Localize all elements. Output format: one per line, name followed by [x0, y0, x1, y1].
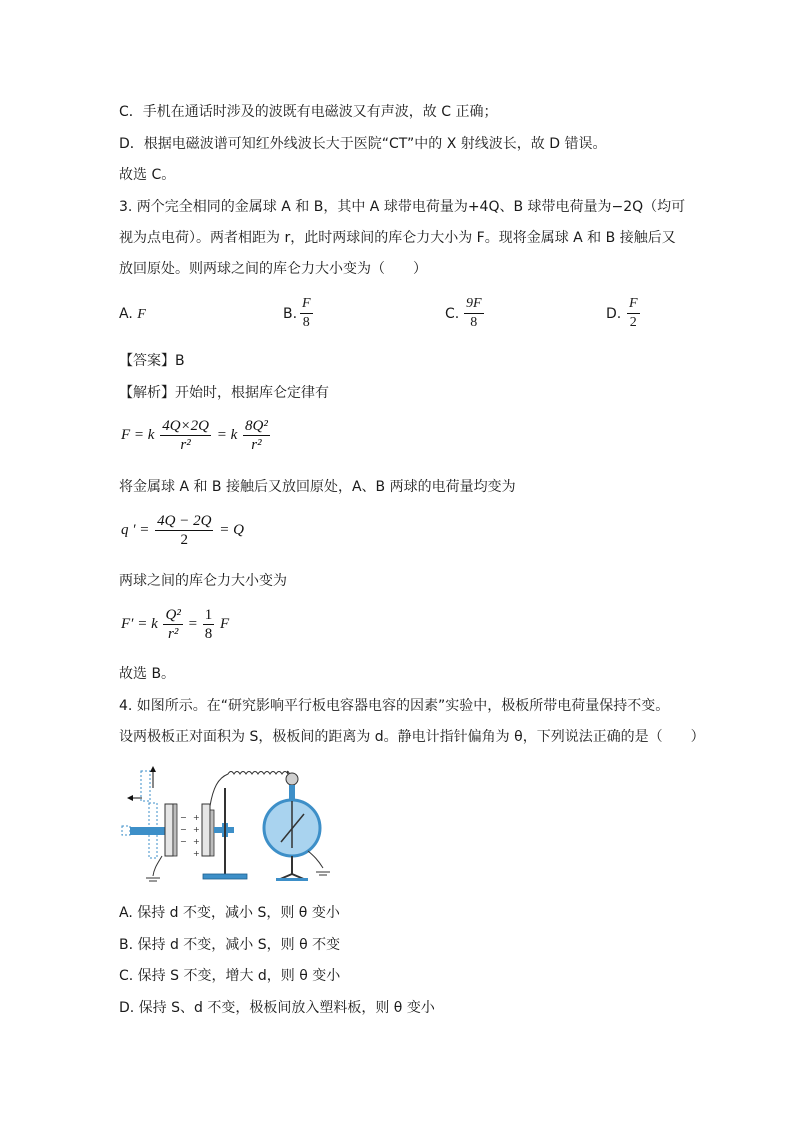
coiled-wire	[210, 771, 291, 806]
minus-sign-3: −	[180, 837, 187, 846]
force-becomes-line: 两球之间的库仑力大小变为	[119, 573, 287, 589]
q3-option-b-label: B.	[283, 306, 298, 322]
q3-option-d-num: F	[627, 295, 640, 314]
eq1-frac1-num: 4Q×2Q	[162, 418, 209, 434]
eq3-fraction-2	[203, 606, 215, 643]
q3-option-d-label: D.	[606, 306, 622, 322]
q3-option-a	[119, 306, 146, 323]
choose-b-line: 故选 B。	[119, 666, 176, 682]
q4-option-c: C. 保持 S 不变，增大 d，则 θ 变小	[119, 968, 341, 984]
q3-line-2: 视为点电荷）。两者相距为 r，此时两球间的库仑力大小为 F。现将金属球 A 和 B 接触后又	[119, 230, 676, 246]
eq2-num: 4Q − 2Q	[157, 513, 212, 529]
dashed-plate-up	[141, 771, 150, 801]
right-plate-side	[210, 810, 214, 856]
eq1-mid: = k	[216, 426, 238, 443]
q4-line-2: 设两极板正对面积为 S，极板间的距离为 d。静电计指针偏角为 θ，下列说法正确的是（ ）	[119, 729, 705, 745]
arrow-up-icon	[150, 766, 156, 772]
right-ground-wire	[308, 851, 323, 868]
eq2-fraction	[155, 512, 213, 549]
eq2-lhs: q ′ =	[121, 521, 150, 538]
answer-line: 【答案】B	[119, 353, 185, 369]
eq3-rhs: F	[220, 615, 230, 632]
eq1-fraction-2	[243, 417, 270, 454]
eq3-mid: =	[188, 615, 198, 632]
q3-option-a-value: F	[137, 307, 146, 322]
eq1-frac1-den: r²	[180, 437, 191, 453]
eq2-rhs: = Q	[219, 521, 244, 538]
eq3-frac1-den: r²	[167, 626, 179, 642]
q3-line-3: 放回原处。则两球之间的库仑力大小变为（ ）	[119, 261, 427, 277]
plus-sign-1: +	[193, 813, 200, 822]
plus-sign-2: +	[193, 825, 200, 834]
q4-option-d: D. 保持 S、d 不变，极板间放入塑料板，则 θ 变小	[119, 1000, 435, 1016]
q3-option-b-fraction	[300, 295, 313, 332]
electroscope-knob	[286, 773, 298, 785]
eq1-fraction-1	[160, 417, 211, 454]
q3-line-1: 3. 两个完全相同的金属球 A 和 B，其中 A 球带电荷量为+4Q、B 球带电荷量为−2Q（均可	[119, 199, 686, 215]
equation-coulomb-final	[121, 606, 229, 643]
eq3-lhs: F′ = k	[121, 615, 158, 632]
q3-option-d-fraction	[627, 295, 640, 332]
q3-option-c-den: 8	[470, 315, 478, 330]
text-d-option: D．根据电磁波谱可知红外线波长大于医院“CT”中的 X 射线波长，故 D 错误。	[119, 136, 607, 152]
eq2-den: 2	[180, 532, 189, 548]
q3-option-b-num: F	[300, 295, 313, 314]
q4-line-1: 4. 如图所示。在“研究影响平行板电容器电容的因素”实验中，极板所带电荷量保持不变。	[119, 698, 670, 714]
eq3-frac1-num: Q²	[165, 607, 181, 623]
after-contact-line: 将金属球 A 和 B 接触后又放回原处，A、B 两球的电荷量均变为	[119, 479, 516, 495]
plus-sign-3: +	[193, 837, 200, 846]
right-plate	[202, 804, 210, 856]
eq3-frac2-num: 1	[204, 607, 213, 623]
equation-coulomb-initial	[121, 417, 272, 454]
analysis-line: 【解析】开始时，根据库仑定律有	[119, 385, 329, 401]
eq3-fraction-1	[163, 606, 182, 643]
q3-option-b-den: 8	[302, 315, 310, 330]
q3-option-c-label: C.	[445, 306, 460, 322]
minus-sign-2: −	[180, 825, 187, 834]
dashed-rod-end	[122, 826, 130, 835]
q3-option-a-label: A.	[119, 306, 138, 322]
left-insulating-rod	[130, 827, 165, 835]
text-choose-c: 故选 C。	[119, 167, 176, 183]
arrow-left-icon	[127, 795, 133, 801]
left-plate-side	[173, 804, 177, 856]
q4-option-b: B. 保持 d 不变，减小 S，则 θ 不变	[119, 937, 341, 953]
equation-charge-after	[121, 512, 244, 549]
q3-option-d-den: 2	[629, 315, 637, 330]
eq1-frac2-num: 8Q²	[245, 418, 268, 434]
stand-base	[203, 874, 247, 879]
eq1-lhs: F = k	[121, 426, 155, 443]
q3-option-c-fraction	[464, 295, 484, 332]
q3-option-c-num: 9F	[464, 295, 484, 314]
minus-sign-1: −	[180, 813, 187, 822]
text-c-option: C．手机在通话时涉及的波既有电磁波又有声波，故 C 正确；	[119, 104, 498, 120]
left-ground-wire	[153, 856, 162, 876]
eq3-frac2-den: 8	[204, 626, 213, 642]
capacitor-experiment-figure	[118, 748, 338, 890]
electroscope-base	[276, 878, 308, 881]
q4-option-a: A. 保持 d 不变，减小 S，则 θ 变小	[119, 905, 340, 921]
left-plate	[165, 804, 173, 856]
plus-sign-4: +	[193, 849, 200, 858]
eq1-frac2-den: r²	[251, 437, 262, 453]
